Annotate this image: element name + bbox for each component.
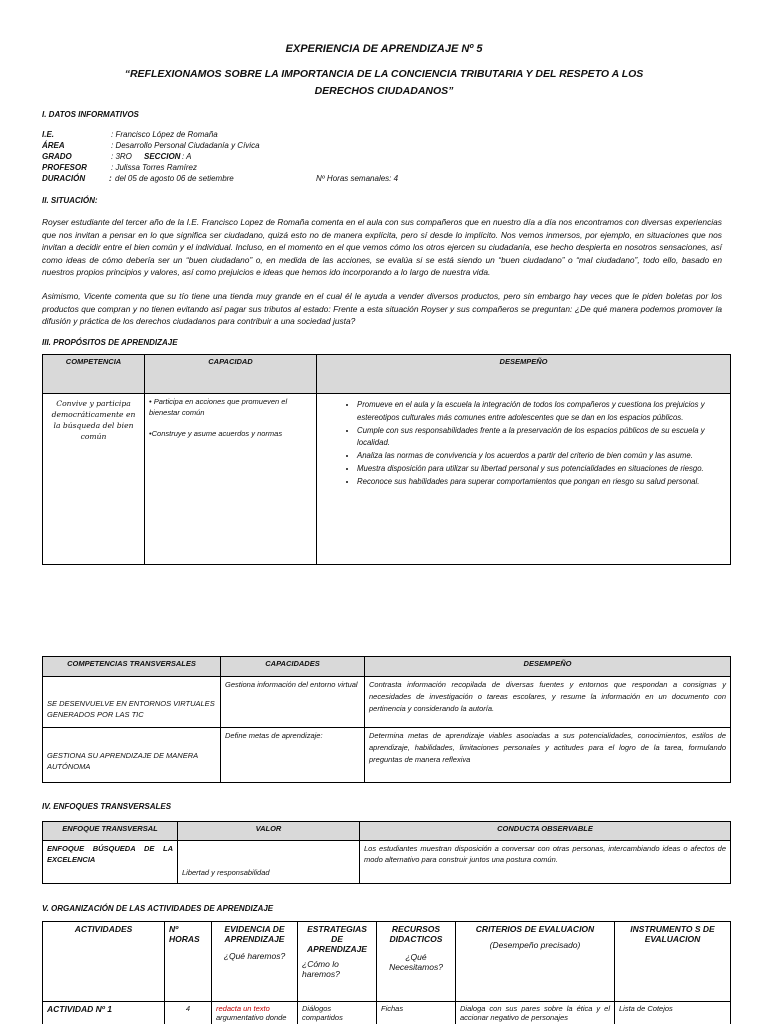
info-row-grado bbox=[42, 152, 642, 163]
table-row bbox=[43, 677, 221, 728]
desempeno-item: • Reconoce sus habilidades para superar comportamientos que pongan en riesgo su salud personal. bbox=[357, 476, 726, 489]
table-row bbox=[43, 728, 221, 783]
info-row-profesor bbox=[42, 163, 642, 174]
evidencia-title: EVIDENCIA DE APRENDIZAJE bbox=[224, 924, 285, 944]
info-key-seccion: SECCION bbox=[144, 152, 181, 161]
situacion-paragraph-2: Asimismo, Vicente comenta que su tío tiene una tienda muy grande en el cual él le ayuda a vender diversos productos, pero sin embargo hay veces que le piden boletas por los productos que compran y no tienen evitando así pagar sus tributos al estado: Frente a esta situación Royser y sus compañeros se preguntan: ¿De qué manera podemos promover la difusión y práctica de los derechos ciudadanos para contribuir a una sociedad justa? bbox=[42, 291, 722, 326]
competencia-cell bbox=[43, 394, 145, 565]
col-header-desempeno: DESEMPEÑO bbox=[317, 355, 731, 394]
evidencia-subtitle: ¿Qué haremos? bbox=[223, 951, 286, 961]
col-header-conducta: CONDUCTA OBSERVABLE bbox=[360, 822, 731, 841]
evidencia-red-text: redacta un texto bbox=[216, 1004, 270, 1013]
col-header-valor: VALOR bbox=[178, 822, 360, 841]
info-value: del 05 de agosto 06 de setiembre bbox=[115, 174, 234, 183]
info-value: : Julissa Torres Ramírez bbox=[111, 163, 197, 172]
transversal-competencia: SE DESENVUELVE EN ENTORNOS VIRTUALES GENERADOS POR LAS TIC bbox=[47, 699, 215, 719]
criterios-title: CRITERIOS DE EVALUACION bbox=[475, 924, 595, 934]
info-key: GRADO bbox=[42, 152, 72, 161]
info-value-seccion: : A bbox=[182, 152, 192, 161]
info-key: ÁREA bbox=[42, 141, 65, 150]
desempeno-item: • Analiza las normas de convivencia y los acuerdos a partir del criterio de bien común y las asume. bbox=[357, 450, 726, 463]
col-header-actividades: ACTIVIDADES bbox=[43, 922, 165, 1002]
desempeno-item: • Promueve en el aula y la escuela la integración de todos los compañeros y cuestiona los prejuicios y estereotipos culturales más comunes entre adolescentes que se dan en los espacios públicos. bbox=[357, 399, 726, 425]
col-header-recursos bbox=[377, 922, 456, 1002]
section-enfoques-heading: IV. ENFOQUES TRANSVERSALES bbox=[42, 802, 172, 811]
recursos-subtitle: ¿Qué Necesitamos? bbox=[389, 952, 443, 972]
document-subtitle-line2: DERECHOS CIUDADANOS” bbox=[314, 85, 454, 97]
col-header-horas: Nº HORAS bbox=[165, 922, 212, 1002]
evidencia-text: argumentativo donde bbox=[216, 1013, 287, 1022]
info-key-colon: : bbox=[109, 174, 112, 183]
transversal-desempeno: Determina metas de aprendizaje viables asociadas a sus potencialidades, conocimientos, estilos de aprendizaje, habilidades, limitaciones personales y actitudes para el logro de la tarea, formulando preguntas de manera reflexiva bbox=[365, 728, 731, 783]
col-header-enfoque: ENFOQUE TRANSVERSAL bbox=[43, 822, 178, 841]
enfoque-cell: ENFOQUE BÚSQUEDA DE LA EXCELENCIA bbox=[43, 841, 178, 884]
info-value: : 3RO bbox=[111, 152, 132, 161]
info-row-ie bbox=[42, 130, 642, 141]
section-propositos-heading: III. PROPÓSITOS DE APRENDIZAJE bbox=[42, 338, 178, 347]
recursos-title: RECURSOS DIDACTICOS bbox=[389, 924, 443, 944]
estrategias-cell: Diálogos compartidos bbox=[298, 1002, 377, 1024]
estrategias-subtitle: ¿Cómo lo haremos? bbox=[302, 959, 340, 979]
col-header-estrategias bbox=[298, 922, 377, 1002]
competencias-transversales-table bbox=[42, 656, 731, 783]
section-organizacion-heading: V. ORGANIZACIÓN DE LAS ACTIVIDADES DE APRENDIZAJE bbox=[42, 904, 274, 913]
info-key: PROFESOR bbox=[42, 163, 87, 172]
section-situacion-heading: II. SITUACIÓN: bbox=[42, 196, 98, 205]
estrategias-title: ESTRATEGIAS DE APRENDIZAJE bbox=[307, 924, 367, 954]
document-subtitle-line1: “REFLEXIONAMOS SOBRE LA IMPORTANCIA DE LA CONCIENCIA TRIBUTARIA Y DEL RESPETO A LOS bbox=[124, 68, 644, 80]
info-key: I.E. bbox=[42, 130, 55, 139]
desempeno-cell bbox=[317, 394, 731, 565]
capacidad-item-1: • Participa en acciones que promueven el bienestar común bbox=[149, 397, 288, 417]
desempeno-item: • Muestra disposición para utilizar su libertad personal y sus potencialidades en situaciones de riesgo. bbox=[357, 463, 726, 476]
instrumento-cell: Lista de Cotejos bbox=[615, 1002, 731, 1024]
criterios-subtitle: (Desempeño precisado) bbox=[489, 940, 581, 950]
situacion-paragraph-1: Royser estudiante del tercer año de la I.E. Francisco Lopez de Romaña comenta en el aula con sus compañeros que en nuestro día a día nos encontramos con diversas experiencias que nos invitan a pensar en lo que significa ser ciudadano, quizá esto no de manera explícita, pero sí desde lo implícito. Nos vemos inmersos, por ejemplo, en situaciones que nos invitan a decidir entre el bien común y el individual. Incluso, en el momento en el que vemos cómo los otros ejercen su ciudadanía, ese hecho despierta en nosotros sensaciones, así como ideas de cómo debería ser un “buen ciudadano” o, en medida de las acciones, se evalúa si se está siendo un “buen ciudadano” o “mal ciudadano”, todo ello, basado en nuestros propios principios y valores, así como prejuicios e ideas que hemos ido incorporando a lo largo de nuestra vida. bbox=[42, 217, 722, 277]
transversal-competencia: GESTIONA SU APRENDIZAJE DE MANERA AUTÓNOMA bbox=[47, 751, 198, 771]
col-header-instrumento: INSTRUMENTO S DE EVALUACION bbox=[615, 922, 731, 1002]
transversal-capacidad: Define metas de aprendizaje: bbox=[221, 728, 365, 783]
col-header-desempeno-transversal: DESEMPEÑO bbox=[365, 657, 731, 677]
criterios-cell: Dialoga con sus pares sobre la ética y el accionar negativo de personajes bbox=[456, 1002, 615, 1024]
actividad-cell: ACTIVIDAD Nº 1 bbox=[43, 1002, 165, 1024]
col-header-criterios bbox=[456, 922, 615, 1002]
capacidad-cell bbox=[145, 394, 317, 565]
document-title: EXPERIENCIA DE APRENDIZAJE Nº 5 bbox=[285, 43, 483, 55]
transversal-desempeno: Contrasta información recopilada de diversas fuentes y entornos que respondan a consignas y necesidades de investigación o tareas escolares, y resume la información en un documento con pertinencia y considerando la autoría. bbox=[365, 677, 731, 728]
enfoques-table bbox=[42, 821, 731, 884]
col-header-evidencia bbox=[212, 922, 298, 1002]
actividades-table bbox=[42, 921, 731, 1024]
info-value: : Desarrollo Personal Ciudadanía y Cívica bbox=[111, 141, 260, 150]
info-hours: Nº Horas semanales: 4 bbox=[316, 174, 399, 183]
valor-cell: Libertad y responsabilidad bbox=[178, 841, 360, 884]
table-row bbox=[43, 1002, 731, 1024]
col-header-competencias-transversales: COMPETENCIAS TRANSVERSALES bbox=[43, 657, 221, 677]
conducta-cell: Los estudiantes muestran disposición a conversar con otras personas, intercambiando ideas o afectos de modo alternativo para construir juntos una postura común. bbox=[360, 841, 731, 884]
horas-cell: 4 bbox=[165, 1002, 212, 1024]
section-datos-heading: I. DATOS INFORMATIVOS bbox=[42, 110, 139, 119]
capacidad-item-2: •Construye y asume acuerdos y normas bbox=[149, 429, 283, 438]
recursos-cell: Fichas bbox=[377, 1002, 456, 1024]
info-row-area bbox=[42, 141, 642, 152]
info-key: DURACIÓN bbox=[42, 174, 86, 183]
col-header-capacidades: CAPACIDADES bbox=[221, 657, 365, 677]
col-header-competencia: COMPETENCIA bbox=[43, 355, 145, 394]
desempeno-item: • Cumple con sus responsabilidades frente a la preservación de los espacios públicos de su escuela y localidad. bbox=[357, 425, 726, 451]
evidencia-cell bbox=[212, 1002, 298, 1024]
propositos-table bbox=[42, 354, 731, 565]
info-value: : Francisco López de Romaña bbox=[111, 130, 218, 139]
transversal-capacidad: Gestiona información del entorno virtual bbox=[221, 677, 365, 728]
info-row-duracion bbox=[42, 174, 642, 185]
col-header-capacidad: CAPACIDAD bbox=[145, 355, 317, 394]
competencia-text: Convive y participa democráticamente en la búsqueda del bien común bbox=[51, 399, 136, 441]
